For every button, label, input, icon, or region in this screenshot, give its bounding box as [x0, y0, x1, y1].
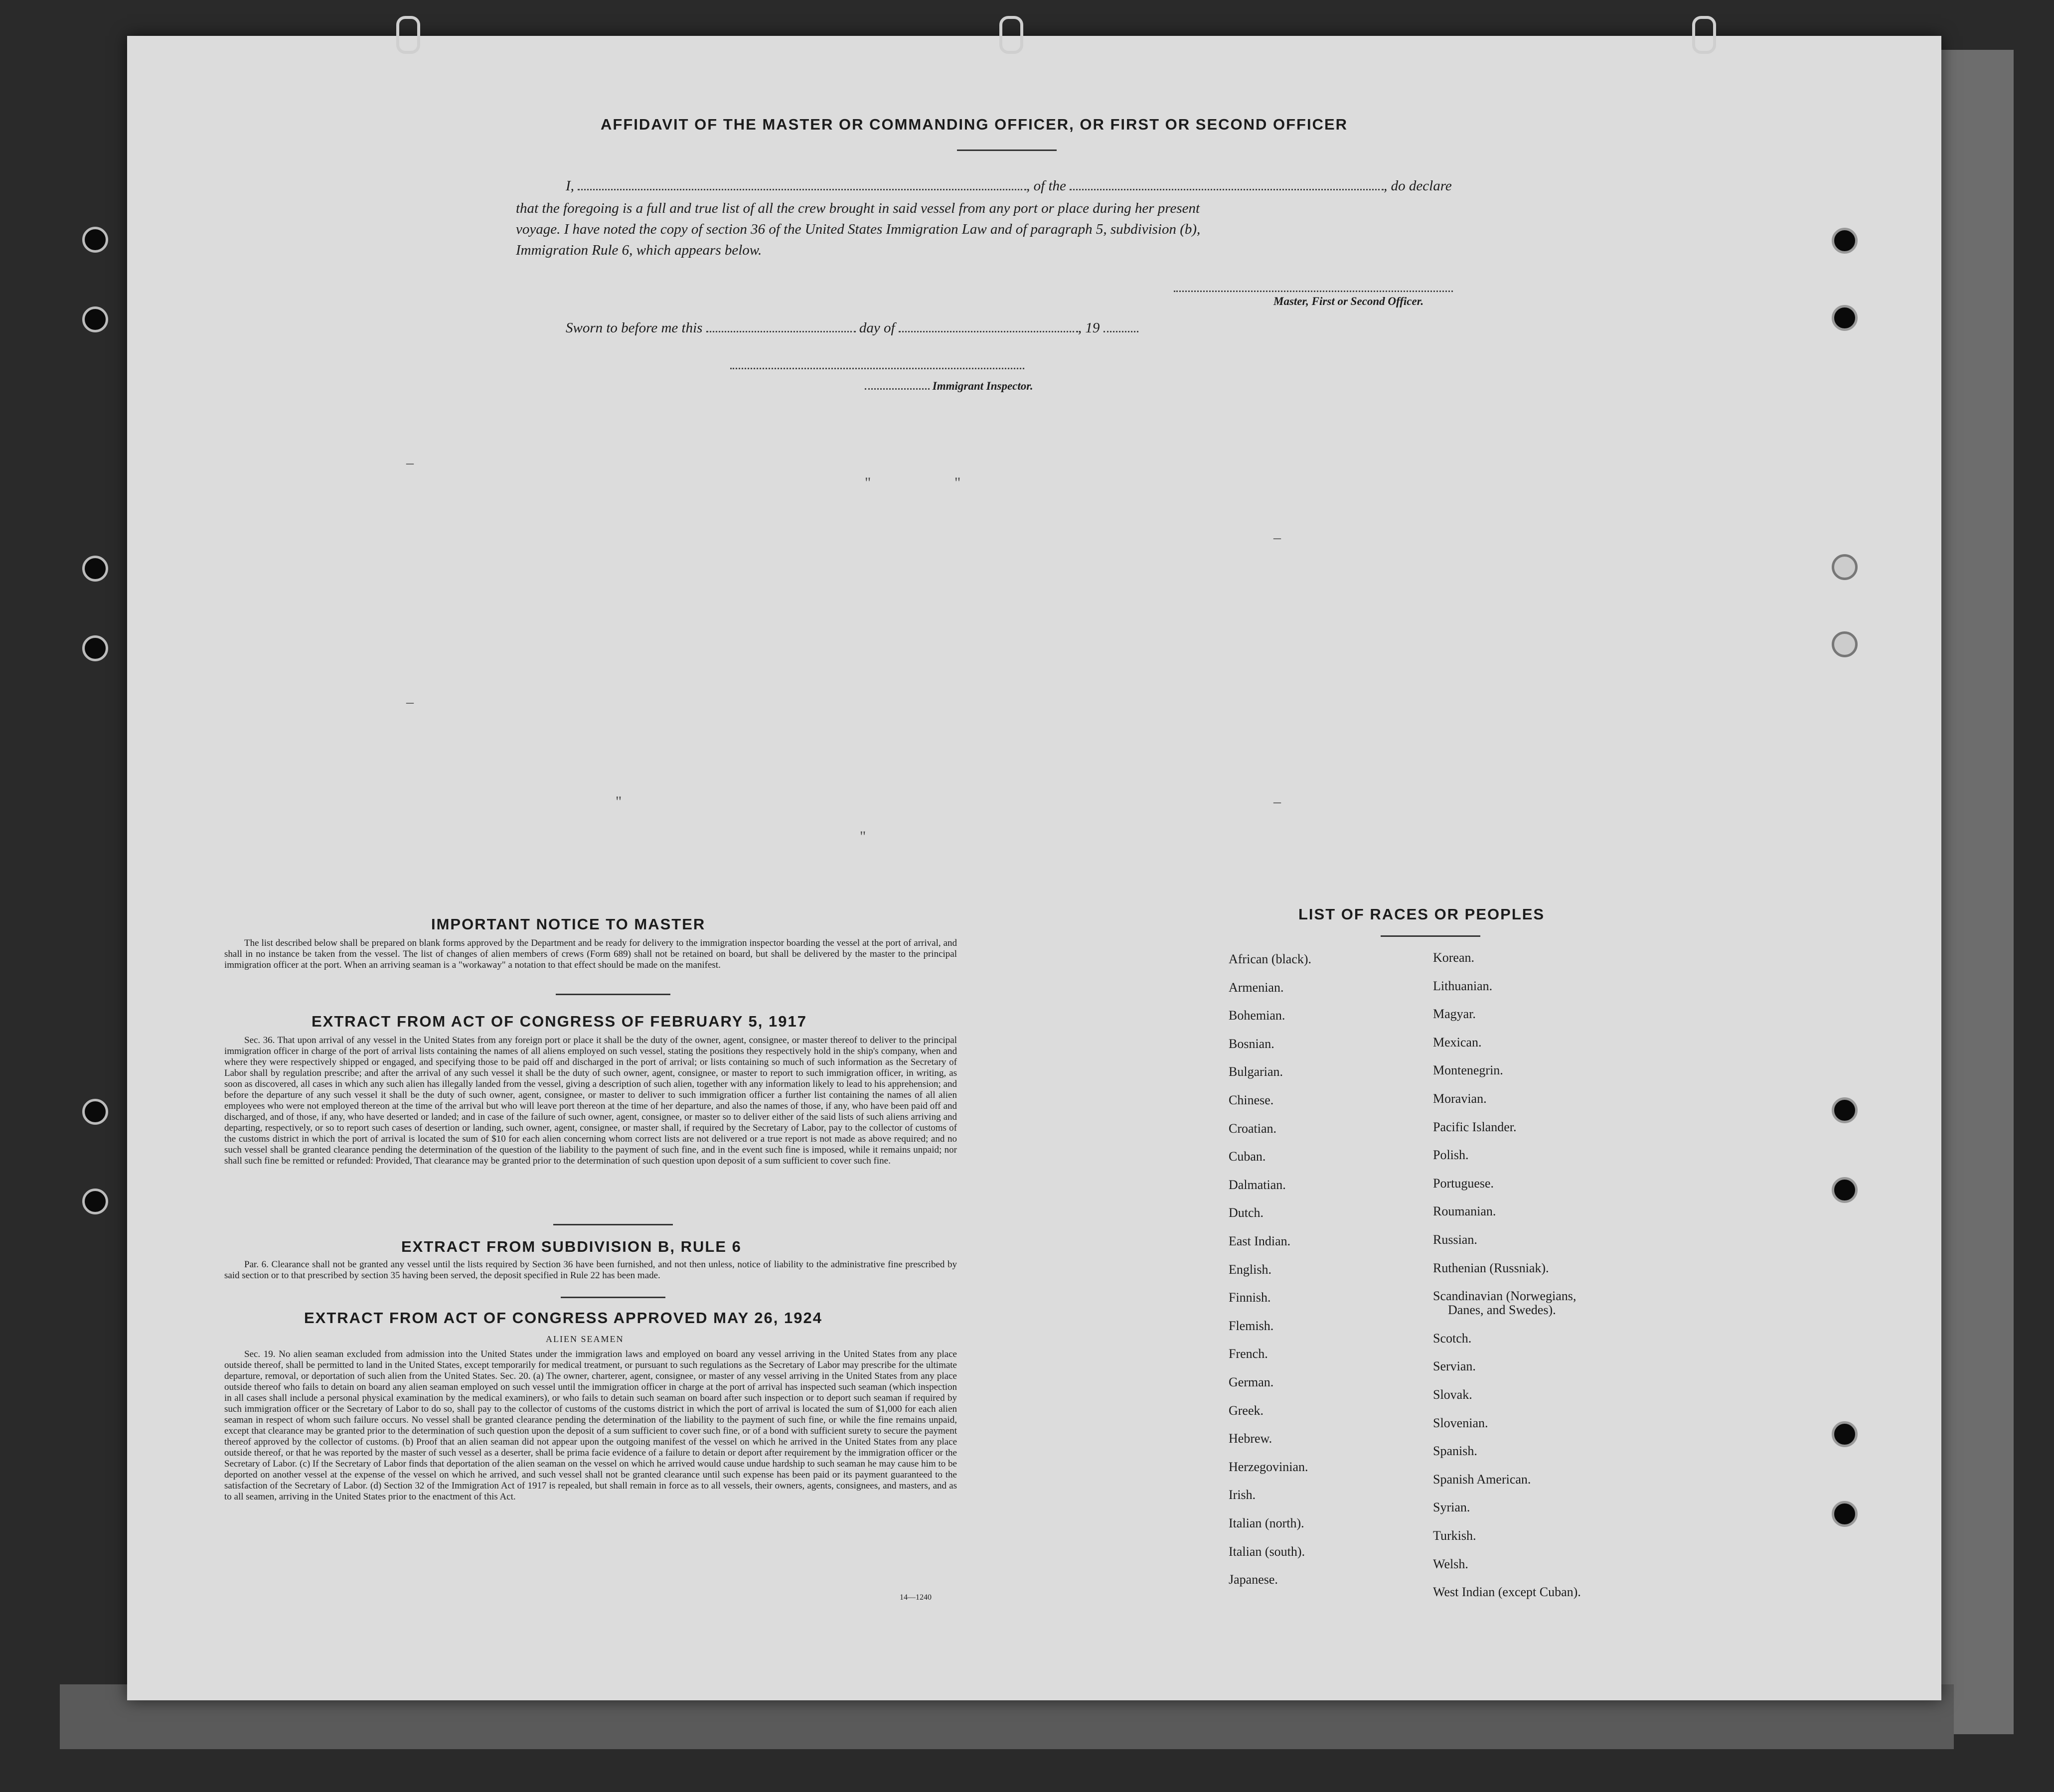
ditto-mark: ": [865, 474, 871, 491]
i-label: I,: [566, 178, 574, 194]
race-entry: Mexican.: [1433, 1035, 1482, 1049]
race-entry: Chinese.: [1229, 1093, 1274, 1107]
race-entry: Pacific Islander.: [1433, 1119, 1517, 1134]
race-entry: Spanish American.: [1433, 1472, 1531, 1487]
affidavit-declaration-line: [566, 178, 1452, 194]
declaration-line-3: Immigration Rule 6, which appears below.: [516, 242, 762, 258]
race-entry: German.: [1229, 1375, 1274, 1389]
binder-hole-icon: [82, 306, 108, 332]
extract-rule6-title: EXTRACT FROM SUBDIVISION B, RULE 6: [401, 1238, 742, 1255]
races-divider: [1381, 935, 1480, 937]
extract-1924-text: Sec. 19. No alien seaman excluded from admission into the United States under the immigration laws and employed on board any vessel arriving in the United States from any place outside thereof, shall be permitted to land in the United States, except temporarily for medical treatment, or pursuant to such regulations as the Secretary of Labor may prescribe for the ultimate departure, removal, or deportation of such alien from the United States. Sec. 20. (a) The owner, charterer, agent, consignee, or master of any vessel arriving in the United States from any place outside thereof who fails to detain on board any alien seaman employed on such vessel until the immigration officer in charge at the port of arrival has inspected such seaman (which inspection in all cases shall include a personal physical examination by the medical examiners), or who fails to detain such seaman on board after such inspection or to deport such seaman if required by such immigration officer or the Secretary of Labor to do so, shall pay to the collector of customs of the customs district in which the port of arrival is located the sum of $1,000 for each alien seaman in respect of whom such failure occurs. No vessel shall be granted clearance pending the determination of the liability to the payment of such fine, or while the fine remains unpaid, except that clearance may be granted prior to the determination of such question upon the deposit of a sum sufficient to cover such fine, or of a bond with sufficient surety to secure the payment thereof approved by the collector of customs. (b) Proof that an alien seaman did not appear upon the outgoing manifest of the vessel on which he arrived in the United States from any place outside thereof, or that he was reported by the master of such vessel as a deserter, shall be prima facie evidence of a failure to detain or deport after requirement by the immigration officer or the Secretary of Labor. (c) If the Secretary of Labor finds that deportation of the alien seaman on the vessel on which he arrived would cause undue hardship to such seaman he may cause him to be deported on another vessel at the expense of the vessel on which he arrived, and such vessel shall not be granted clearance until such expense has been paid or its payment guaranteed to the satisfaction of the Secretary of Labor. (d) Section 32 of the Immigration Act of 1917 is repealed, but shall remain in force as to all vessels, their owners, agents, consignees, and masters, and as to all seamen, arriving in the United States prior to the enactment of this Act.: [224, 1349, 957, 1502]
race-entry: Scotch.: [1433, 1331, 1472, 1345]
race-entry: Dutch.: [1229, 1205, 1264, 1220]
punch-hole-icon: [1832, 1501, 1858, 1527]
ditto-mark: –: [1273, 793, 1281, 810]
race-entry: Finnish.: [1229, 1290, 1271, 1305]
race-entry: Korean.: [1433, 950, 1475, 965]
race-entry: English.: [1229, 1262, 1271, 1277]
race-entry: Dalmatian.: [1229, 1177, 1286, 1192]
punch-hole-icon: [1832, 554, 1858, 580]
sworn-line: [566, 320, 1138, 336]
sworn-month-field[interactable]: [899, 330, 1078, 332]
race-entry: Armenian.: [1229, 980, 1284, 995]
sworn-year-field[interactable]: [1104, 330, 1138, 332]
binder-hole-icon: [82, 1099, 108, 1125]
binder-hole-icon: [82, 556, 108, 582]
race-entry: Syrian.: [1433, 1500, 1470, 1515]
extract-rule6-text: Par. 6. Clearance shall not be granted any vessel until the lists required by Section 36 have been furnished, and not then unless, notice of liability to the administrative fine prescribed by said section or to that prescribed by section 35 having been served, the deposit specified in Rule 22 has been made.: [224, 1259, 957, 1281]
races-title: LIST OF RACES OR PEOPLES: [1298, 905, 1545, 923]
race-entry: Magyar.: [1433, 1007, 1476, 1022]
race-entry: Danes, and Swedes).: [1448, 1303, 1556, 1318]
race-entry: Greek.: [1229, 1403, 1264, 1418]
ditto-mark: ": [860, 828, 866, 845]
of-the-label: , of the: [1026, 178, 1066, 194]
ditto-mark: –: [406, 454, 414, 471]
punch-hole-icon: [1832, 228, 1858, 254]
race-entry: Slovak.: [1433, 1387, 1472, 1402]
master-signature-label: Master, First or Second Officer.: [1273, 295, 1424, 307]
year-label: , 19: [1078, 320, 1100, 336]
sworn-day-field[interactable]: [706, 330, 856, 332]
do-declare-label: , do declare: [1384, 178, 1452, 194]
extract-1917-divider: [553, 1224, 673, 1225]
declaration-line-1: that the foregoing is a full and true list of all the crew brought in said vessel from any port or place during her present: [516, 200, 1200, 216]
sworn-label: Sworn to before me this: [566, 320, 703, 336]
race-entry: Welsh.: [1433, 1556, 1468, 1571]
race-entry: French.: [1229, 1346, 1268, 1361]
race-entry: Servian.: [1433, 1359, 1476, 1374]
form-number: 14—1240: [900, 1593, 932, 1602]
inspector-name-field[interactable]: [865, 388, 930, 390]
name-field[interactable]: [578, 188, 1026, 190]
punch-hole-icon: [1832, 1421, 1858, 1447]
race-entry: Spanish.: [1433, 1444, 1477, 1459]
extract-1917-text: Sec. 36. That upon arrival of any vessel in the United States from any foreign port or place it shall be the duty of the owner, agent, consignee, or master thereof to deliver to the principal immigration officer in charge of the port of arrival lists containing the names of all aliens employed on such vessel, stating the positions they respectively hold in the ship's company, when and where they were respectively shipped or engaged, and specifying those to be paid off and discharged in the port of arrival; or lists containing so much of such information as the Secretary of Labor shall by regulation prescribe; and after the arrival of any such vessel it shall be the duty of such owner, agent, consignee, or master to report to such immigration officer, in writing, as soon as discovered, all cases in which any such alien has illegally landed from the vessel, giving a description of such alien, together with any information likely to lead to his apprehension; and before the departure of any such vessel it shall be the duty of such owner, agent, consignee, or master to deliver to such immigration officer a further list containing the names of all alien employees who were not employed thereon at the time of the arrival but who will leave port thereon at the time of her departure, and also the names of those, if any, who have been paid off and discharged, and of those, if any, who have deserted or landed; and in case of the failure of such owner, agent, consignee, or master so to deliver either of the said lists of such aliens arriving and departing, respectively, or so to report such cases of desertion or landing, such owner, agent, consignee, or master shall, if required by the Secretary of Labor, pay to the collector of customs of the customs district in which the port of arrival is located the sum of $10 for each alien concerning whom correct lists are not delivered or a true report is not made as above required; and no such vessel shall be granted clearance pending the determination of the question of the liability to the payment of such fine, and in the event such fine is imposed, while it remains unpaid; nor shall such fine be remitted or refunded: Provided, That clearance may be granted prior to the determination of such question upon deposit of a sum sufficient to cover such fine.: [224, 1035, 957, 1166]
punch-hole-icon: [1832, 1177, 1858, 1203]
race-entry: Flemish.: [1229, 1318, 1274, 1333]
ditto-mark: ": [616, 793, 622, 810]
binder-hole-icon: [82, 1189, 108, 1214]
ring-tab-icon: [1692, 16, 1716, 54]
ring-tab-icon: [396, 16, 420, 54]
binder-hole-icon: [82, 227, 108, 253]
race-entry: Bohemian.: [1229, 1008, 1285, 1023]
race-entry: Irish.: [1229, 1488, 1256, 1502]
title-divider: [957, 149, 1057, 151]
race-entry: Hebrew.: [1229, 1431, 1272, 1446]
extract-1924-title: EXTRACT FROM ACT OF CONGRESS APPROVED MAY 26, 1924: [304, 1309, 822, 1327]
inspector-label: Immigrant Inspector.: [932, 380, 1033, 392]
race-entry: Croatian.: [1229, 1121, 1277, 1136]
race-entry: Bosnian.: [1229, 1036, 1274, 1051]
race-entry: Cuban.: [1229, 1149, 1266, 1164]
notice-title: IMPORTANT NOTICE TO MASTER: [431, 915, 706, 933]
notice-divider: [556, 994, 670, 995]
binder-hole-icon: [82, 635, 108, 661]
inspector-signature-field[interactable]: [730, 367, 1024, 369]
race-entry: Bulgarian.: [1229, 1064, 1283, 1079]
race-entry: Moravian.: [1433, 1091, 1487, 1106]
punch-hole-icon: [1832, 1097, 1858, 1123]
race-entry: Montenegrin.: [1433, 1063, 1503, 1078]
race-entry: Slovenian.: [1433, 1415, 1488, 1430]
race-entry: East Indian.: [1229, 1234, 1291, 1248]
notice-text: The list described below shall be prepared on blank forms approved by the Department and be ready for delivery to the immigration inspector boarding the vessel at the port of arrival, and shall in no instance be taken from the vessel. The list of changes of alien members of crews (Form 689) shall not be retained on board, but shall be delivered by the master to the principal immigration officer at the port. When an arriving seaman is a "workaway" a notation to that effect should be made on the manifest.: [224, 938, 957, 970]
extract-rule6-divider: [561, 1297, 665, 1298]
race-entry: Japanese.: [1229, 1572, 1278, 1587]
master-signature-field[interactable]: [1174, 290, 1453, 292]
ring-tab-icon: [999, 16, 1023, 54]
race-entry: Ruthenian (Russniak).: [1433, 1260, 1549, 1275]
race-entry: Italian (south).: [1229, 1544, 1305, 1559]
ditto-mark: ": [954, 474, 961, 491]
race-entry: Herzegovinian.: [1229, 1459, 1308, 1474]
race-entry: Turkish.: [1433, 1528, 1476, 1543]
race-entry: Russian.: [1433, 1232, 1477, 1247]
race-entry: Polish.: [1433, 1148, 1469, 1163]
race-entry: Scandinavian (Norwegians,: [1433, 1289, 1577, 1304]
ditto-mark: –: [1273, 529, 1281, 546]
race-entry: Portuguese.: [1433, 1176, 1494, 1191]
race-entry: West Indian (except Cuban).: [1433, 1585, 1581, 1600]
punch-hole-icon: [1832, 631, 1858, 657]
inspector-line: [865, 380, 1033, 393]
vessel-field[interactable]: [1070, 188, 1384, 190]
race-entry: Lithuanian.: [1433, 978, 1493, 993]
affidavit-title: AFFIDAVIT OF THE MASTER OR COMMANDING OFFICER, OR FIRST OR SECOND OFFICER: [601, 116, 1348, 133]
ditto-mark: –: [406, 694, 414, 710]
day-of-label: day of: [859, 320, 895, 336]
race-entry: Italian (north).: [1229, 1516, 1304, 1530]
race-entry: Roumanian.: [1433, 1204, 1496, 1219]
declaration-line-2: voyage. I have noted the copy of section 36 of the United States Immigration Law and of paragraph 5, subdivision (b),: [516, 221, 1201, 237]
extract-1917-title: EXTRACT FROM ACT OF CONGRESS OF FEBRUARY 5, 1917: [312, 1013, 807, 1030]
manifest-page: [127, 36, 1941, 1700]
race-entry: African (black).: [1229, 952, 1312, 966]
punch-hole-icon: [1832, 305, 1858, 331]
alien-seamen-subtitle: ALIEN SEAMEN: [546, 1334, 624, 1344]
